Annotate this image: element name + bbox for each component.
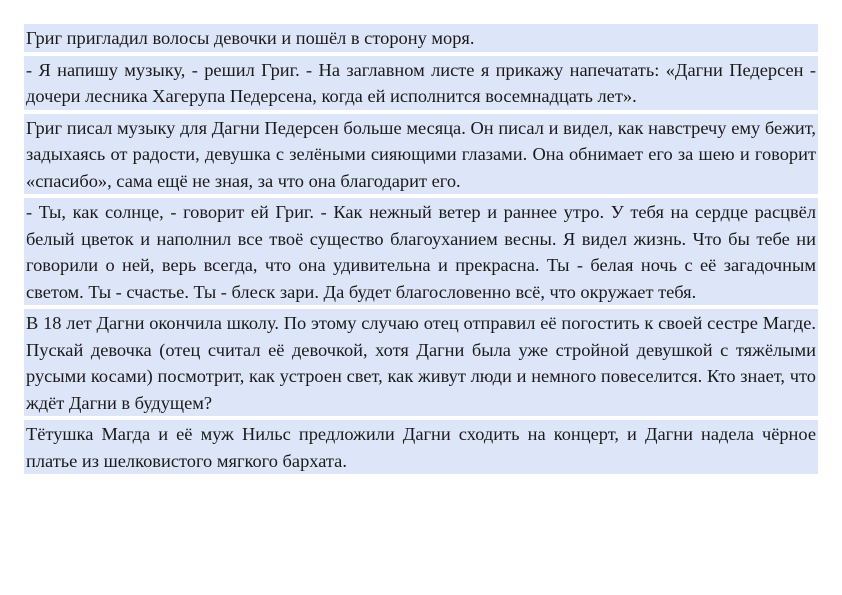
document-body xyxy=(24,24,818,478)
paragraph-4: - Ты, как солнце, - говорит ей Григ. - Как нежный ветер и раннее утро. У тебя на сердце расцвёл белый цветок и наполнил все твоё существо благоуханием весны. Я видел жизнь. Что бы тебе ни говорили о ней, верь всегда, что она удивительна и прекрасна. Ты - белая ночь с её загадочным светом. Ты - счастье. Ты - блеск зари. Да будет благословенно всё, что окружает тебя. xyxy=(24,198,818,305)
paragraph-3: Григ писал музыку для Дагни Педерсен больше месяца. Он писал и видел, как навстречу ему бежит, задыхаясь от радости, девушка с зелёными сияющими глазами. Она обнимает его за шею и говорит «спасибо», сама ещё не зная, за что она благодарит его. xyxy=(24,114,818,195)
paragraph-2: - Я напишу музыку, - решил Григ. - На заглавном листе я прикажу напечатать: «Дагни Педерсен - дочери лесника Хагерупа Педерсена, когда ей исполнится восемнадцать лет». xyxy=(24,56,818,110)
paragraph-5: В 18 лет Дагни окончила школу. По этому случаю отец отправил её погостить к своей сестре Магде. Пускай девочка (отец считал её девочкой, хотя Дагни была уже стройной девушкой с тяжёлыми русыми косами) посмотрит, как устроен свет, как живут люди и немного повеселится. Кто знает, что ждёт Дагни в будущем? xyxy=(24,309,818,416)
paragraph-1: Григ пригладил волосы девочки и пошёл в сторону моря. xyxy=(24,24,818,52)
paragraph-6: Тётушка Магда и её муж Нильс предложили Дагни сходить на концерт, и Дагни надела чёрное платье из шелковистого мягкого бархата. xyxy=(24,420,818,474)
